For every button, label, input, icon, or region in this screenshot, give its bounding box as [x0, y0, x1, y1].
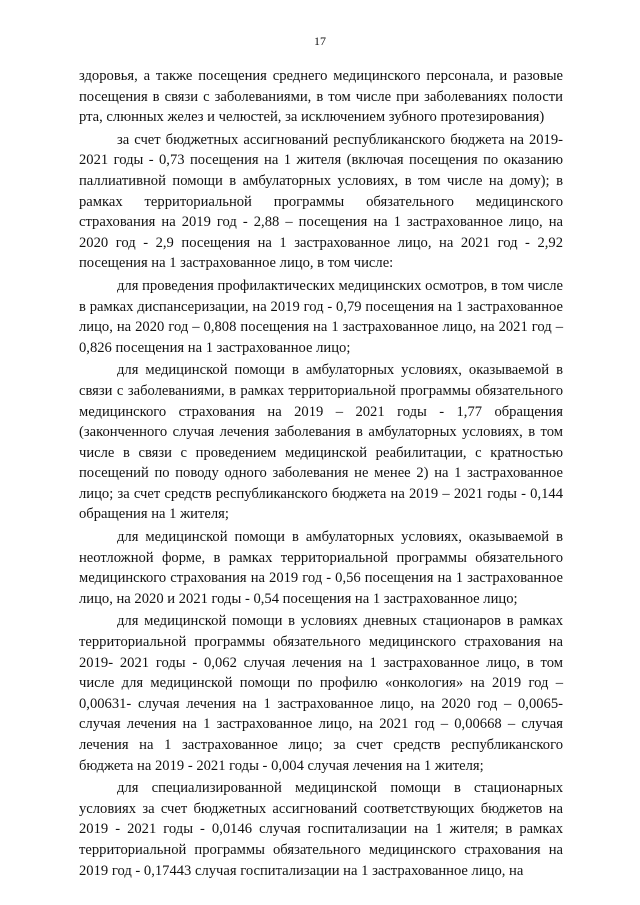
paragraph-outpatient-disease: для медицинской помощи в амбулаторных условиях, оказываемой в связи с заболеваниями, в рамках территориальной программы обязательного медицинского страхования на 2019 – 2021 годы - 1,77 обращения (законченного случая лечения заболевания в амбулаторных условиях, в том числе в связи с проведением медицинской реабилитации, с кратностью посещений по поводу одного заболевания не менее 2) на 1 застрахованное лицо; за счет средств республиканского бюджета на 2019 – 2021 годы - 0,144 обращения на 1 жителя; — [79, 362, 563, 523]
paragraph-continuation: здоровья, а также посещения среднего медицинского персонала, и разовые посещения в связи с заболеваниями, в том числе при заболеваниях полости рта, слюнных желез и челюстей, за исключением зубного протезирования) — [79, 68, 563, 126]
paragraph-budget-visits: за счет бюджетных ассигнований республиканского бюджета на 2019-2021 годы - 0,73 посещения на 1 жителя (включая посещения по оказанию паллиативной помощи в амбулаторных условиях, в том числе на дому); в рамках территориальной программы обязательного медицинского страхования на 2019 год - 2,88 – посещения на 1 застрахованное лицо, на 2020 год - 2,9 посещения на 1 застрахованное лицо, на 2021 год - 2,92 посещения на 1 застрахованное лицо, в том числе: — [79, 131, 563, 272]
page-number: 17 — [314, 34, 326, 48]
document-body — [79, 66, 563, 881]
paragraph-inpatient: для специализированной медицинской помощи в стационарных условиях за счет бюджетных ассигнований соответствующих бюджетов на 2019 - 2021 годы - 0,0146 случая госпитализации на 1 жителя; в рамках территориальной программы обязательного медицинского страхования на 2019 год - 0,17443 случая госпитализации на 1 застрахованное лицо, на — [79, 780, 563, 879]
paragraph-outpatient-urgent: для медицинской помощи в амбулаторных условиях, оказываемой в неотложной форме, в рамках территориальной программы обязательного медицинского страхования на 2019 год - 0,56 посещения на 1 застрахованное лицо, на 2020 и 2021 годы - 0,54 посещения на 1 застрахованное лицо; — [79, 529, 563, 607]
paragraph-day-hospital: для медицинской помощи в условиях дневных стационаров в рамках территориальной программы обязательного медицинского страхования на 2019- 2021 годы - 0,062 случая лечения на 1 застрахованное лицо, в том числе для медицинской помощи по профилю «онкология» на 2019 год – 0,00631- случая лечения на 1 застрахованное лицо, на 2020 год – 0,0065- случая лечения на 1 застрахованное лицо, на 2021 год – 0,00668 – случая лечения на 1 застрахованное лицо; за счет средств республиканского бюджета на 2019 - 2021 годы - 0,004 случая лечения на 1 жителя; — [79, 613, 563, 774]
paragraph-preventive-exams: для проведения профилактических медицинских осмотров, в том числе в рамках диспансеризации, на 2019 год - 0,79 посещения на 1 застрахованное лицо, на 2020 год – 0,808 посещения на 1 застрахованное лицо, на 2021 год – 0,826 посещения на 1 застрахованное лицо; — [79, 277, 563, 356]
